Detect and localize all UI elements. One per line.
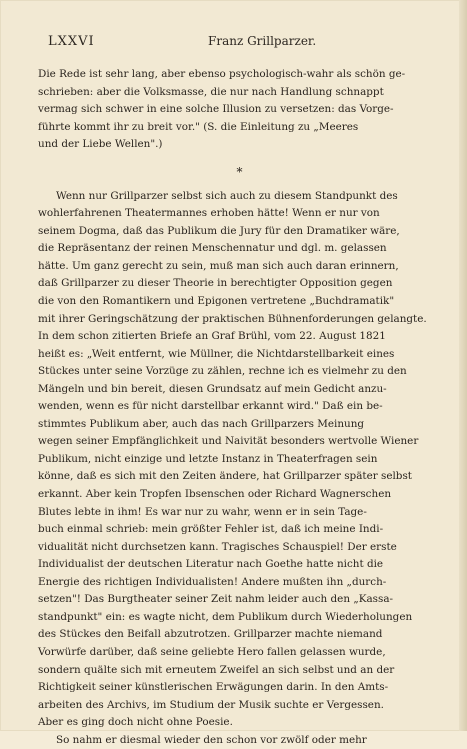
text-line: hätte. Um ganz gerecht zu sein, muß man sich auch daran erinnern,: [38, 259, 399, 272]
text-line: und der Liebe Wellen".): [38, 138, 163, 151]
running-head: Franz Grillparzer.: [208, 34, 317, 48]
main-paragraph: [38, 188, 441, 732]
text-line: daß Grillparzer zu dieser Theorie in berechtigter Opposition gegen: [38, 277, 393, 290]
text-line: heißt es: „Weit entfernt, wie Müllner, die Nichtdarstellbarkeit eines: [38, 347, 395, 360]
text-line: Mängeln und bin bereit, diesen Grundsatz auf mein Gedicht anzu-: [38, 382, 387, 395]
text-line: mit ihrer Geringschätzung der praktischen Bühnenforderungen gelangte.: [38, 312, 427, 325]
page-edge: [459, 0, 467, 731]
text-line: Wenn nur Grillparzer selbst sich auch zu diesem Standpunkt des: [56, 189, 398, 202]
text-line: die Repräsentanz der reinen Menschennatur und dgl. m. gelassen: [38, 242, 387, 255]
quote-paragraph: [38, 66, 441, 154]
text-line: des Stückes den Beifall abzutrotzen. Grillparzer machte niemand: [38, 628, 383, 641]
text-line: könne, daß es sich mit den Zeiten ändere, hat Grillparzer später selbst: [38, 470, 412, 483]
text-line: stimmtes Publikum aber, auch das nach Grillparzers Meinung: [38, 417, 365, 430]
page-header: [48, 34, 425, 52]
text-line: setzen"! Das Burgtheater seiner Zeit nahm leider auch den „Kassa-: [38, 593, 394, 606]
text-line: seinem Dogma, daß das Publikum die Jury für den Dramatiker wäre,: [38, 224, 400, 237]
text-line: führte kommt ihr zu breit vor." (S. die Einleitung zu „Meeres: [38, 120, 359, 133]
text-line: schrieben: aber die Volksmasse, die nur nach Handlung schnappt: [38, 85, 384, 98]
text-line: Individualist der deutschen Literatur nach Goethe hatte nicht die: [38, 558, 384, 571]
next-paragraph: [38, 732, 441, 749]
text-line: arbeiten des Archivs, im Studium der Musik suchte er Vergessen.: [38, 698, 384, 711]
text-line: Energie des richtigen Individualisten! Andere mußten ihn „durch-: [38, 575, 387, 588]
text-line: wenden, wenn es für nicht darstellbar erkannt wird." Daß ein be-: [38, 400, 383, 413]
text-line: Vorwürfe darüber, daß seine geliebte Hero fallen gelassen wurde,: [38, 645, 386, 658]
body-text: [38, 66, 441, 749]
text-line: Blutes lebte in ihm! Es war nur zu wahr, wenn er in sein Tage-: [38, 505, 367, 518]
text-line: erkannt. Aber kein Tropfen Ibsenschen oder Richard Wagnerschen: [38, 488, 392, 501]
text-line: Aber es ging doch nicht ohne Poesie.: [38, 716, 233, 729]
text-line: vidualität nicht durchsetzen kann. Tragisches Schauspiel! Der erste: [38, 540, 397, 553]
text-line: wegen seiner Empfänglichkeit und Naivität besonders wertvolle Wiener: [38, 435, 419, 448]
text-line: Die Rede ist sehr lang, aber ebenso psychologisch-wahr als schön ge-: [38, 68, 406, 80]
text-line: die von den Romantikern und Epigonen vertretene „Buchdramatik": [38, 295, 395, 308]
text-line: buch einmal schrieb: mein größter Fehler ist, daß ich meine Indi-: [38, 523, 384, 536]
text-line: Publikum, nicht einzige und letzte Instanz in Theaterfragen sein: [38, 452, 378, 465]
text-line: In dem schon zitierten Briefe an Graf Brühl, vom 22. August 1821: [38, 330, 386, 343]
text-line: So nahm er diesmal wieder den schon vor zwölf oder mehr: [56, 733, 367, 746]
page-number: LXXVI: [48, 34, 95, 49]
text-line: wohlerfahrenen Theatermannes erhoben hätte! Wenn er nur von: [38, 207, 380, 220]
text-line: standpunkt" ein: es wagte nicht, dem Publikum durch Wiederholungen: [38, 610, 413, 623]
text-line: Richtigkeit seiner künstlerischen Erwägungen darin. In den Amts-: [38, 681, 389, 694]
section-separator: *: [236, 164, 243, 179]
text-line: Stückes unter seine Vorzüge zu zählen, rechne ich es vielmehr zu den: [38, 365, 407, 378]
text-line: vermag sich schwer in eine solche Illusion zu versetzen: das Vorge-: [38, 103, 394, 116]
text-line: sondern quälte sich mit erneutem Zweifel an sich selbst und an der: [38, 663, 395, 676]
